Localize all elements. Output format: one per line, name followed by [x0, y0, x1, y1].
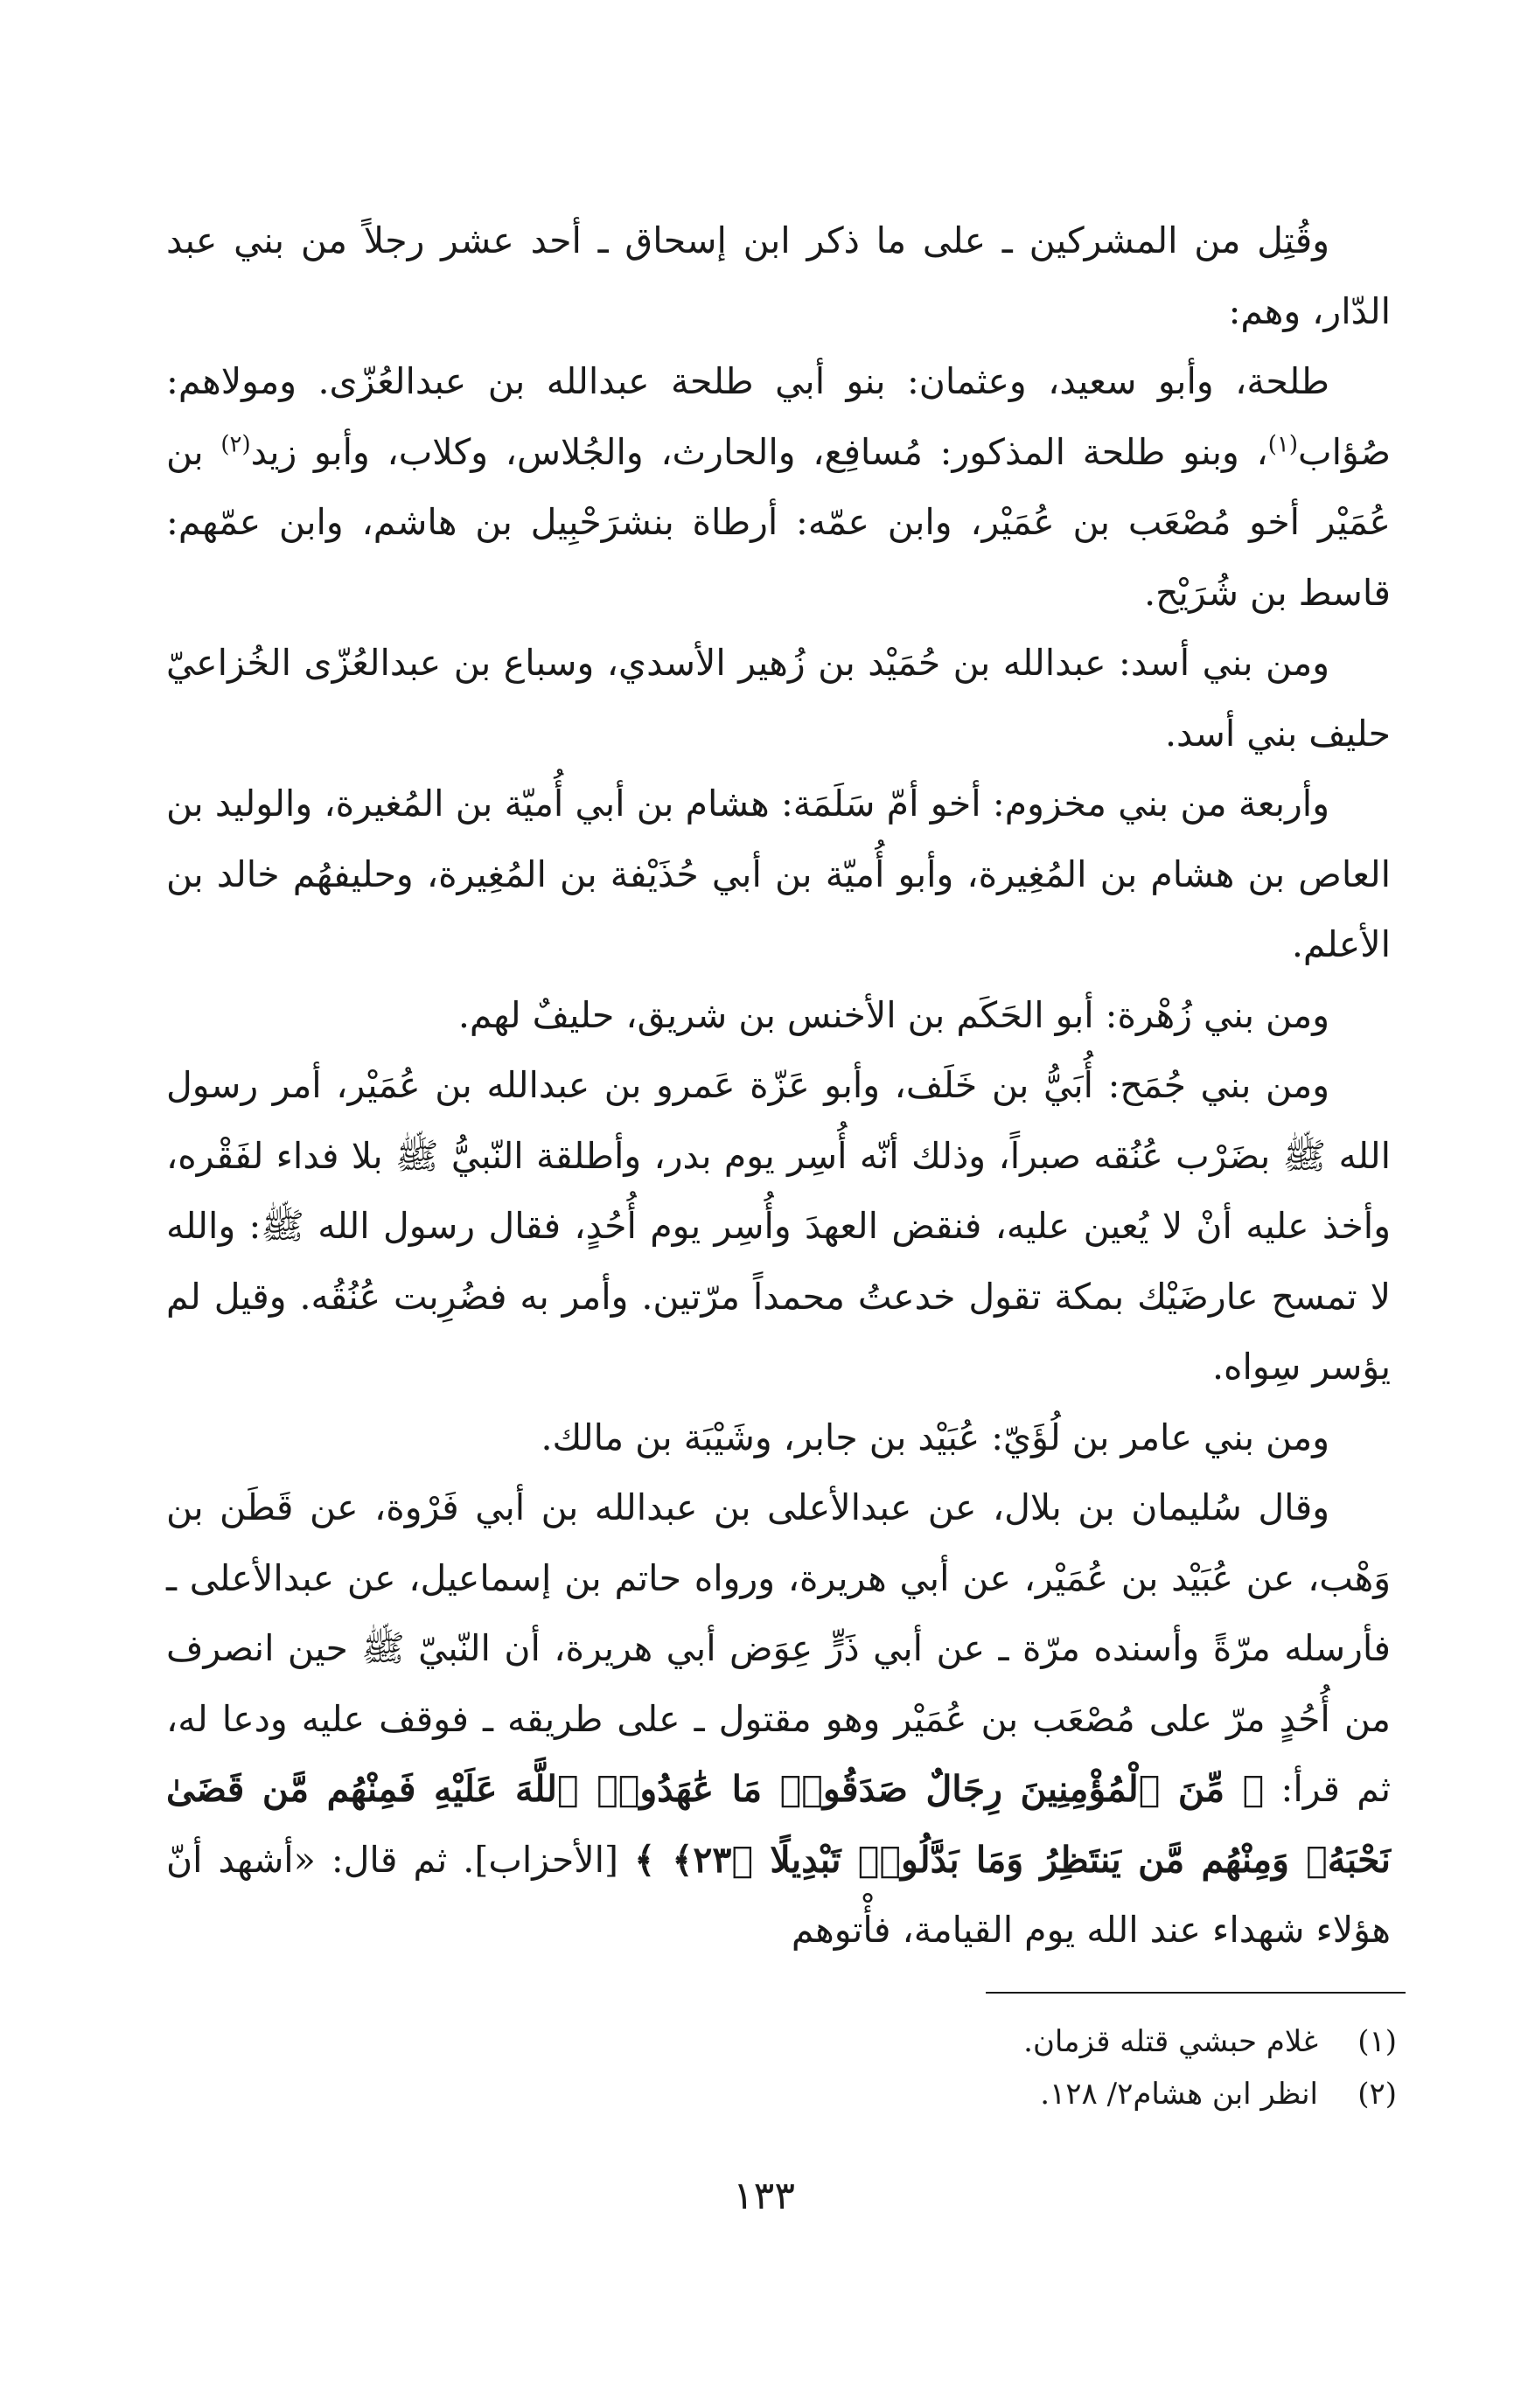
footnote-text: انظر ابن هشام٢/ ١٢٨.: [1040, 2077, 1318, 2112]
paragraph-text: ومن بني جُمَح: أُبَيُّ بن خَلَف، وأبو عَزّة عَمرو بن عبدالله بن عُمَيْر، أمر رسول الله ﷺ بضَرْب عُنُقه صبراً، وذلك أنّه أُسِر يوم بدر، وأطلقة النّبيُّ ﷺ بلا فداء لفَقْره، وأخذ عليه أنْ لا يُعين عليه، فنقض العهدَ وأُسِر يوم أُحُدٍ، فقال رسول الله ﷺ: والله لا تمسح عارضَيْك بمكة تقول خدعتُ محمداً مرّتين. وأمر به فضُرِبت عُنُقُه. وقيل لم يؤسر سِواه.: [166, 1064, 1391, 1388]
paragraph: [166, 205, 1391, 346]
paragraph: [166, 1050, 1391, 1402]
paragraph-text: ومن بني زُهْرة: أبو الحَكَم بن الأخنس بن شريق، حليفٌ لهم.: [457, 993, 1329, 1036]
paragraph-text: وأربعة من بني مخزوم: أخو أمّ سَلَمَة: هشام بن أبي أُميّة بن المُغيرة، والوليد بن العاص بن هشام بن المُغِيرة، وأبو أُميّة بن أبي حُذَيْفة بن المُغِيرة، وحليفهُم خالد بن الأعلم.: [166, 783, 1391, 965]
footnote-number: (٢): [1357, 2077, 1397, 2112]
paragraph: [166, 1402, 1391, 1473]
footnote-item: [610, 2015, 1397, 2068]
paragraph-text: طلحة، وأبو سعيد، وعثمان: بنو أبي طلحة عبدالله بن عبدالعُزّى. ومولاهم: صُؤاب: [166, 360, 1392, 473]
paragraph-text: وقال سُليمان بن بلال، عن عبدالأعلى بن عبدالله بن أبي فَرْوة، عن قَطَن بن وَهْب، عن عُبَيْد بن عُمَيْر، عن أبي هريرة، ورواه حاتم بن إسماعيل، عن عبدالأعلى ـ فأرسله مرّةً وأسنده مرّة ـ عن أبي ذَرٍّ عِوَض أبي هريرة، أن النّبيّ ﷺ حين انصرف من أُحُدٍ مرّ على مُصْعَب بن عُمَيْر وهو مقتول ـ على طريقه ـ فوقف عليه ودعا له، ثم قرأ:: [166, 1486, 1391, 1810]
paragraph-text: [الأحزاب]. ثم قال: «أشهد أنّ هؤلاء شهداء عند الله يوم القيامة، فأْتوهم: [166, 1838, 1391, 1951]
body-text: [166, 205, 1391, 1966]
footnote-reference: (١): [1267, 430, 1299, 457]
paragraph: [166, 1472, 1391, 1966]
paragraph-text: ومن بني عامر بن لُؤَيّ: عُبَيْد بن جابر، وشَيْبَة بن مالك.: [541, 1416, 1329, 1458]
page-number: ١٣٣: [733, 2174, 795, 2218]
footnotes: [610, 2015, 1397, 2120]
footnote-number: (١): [1357, 2024, 1397, 2059]
paragraph-text: وقُتِل من المشركين ـ على ما ذكر ابن إسحاق ـ أحد عشر رجلاً من بني عبد الدّار، وهم:: [166, 219, 1391, 332]
footnote-item: [610, 2068, 1397, 2120]
paragraph-text: ومن بني أسد: عبدالله بن حُمَيْد بن زُهير الأسدي، وسباع بن عبدالعُزّى الخُزاعيّ حليف بني أسد.: [166, 642, 1391, 755]
paragraph: [166, 346, 1391, 628]
paragraph: [166, 980, 1391, 1051]
paragraph: [166, 769, 1391, 980]
paragraph-text: ، وبنو طلحة المذكور: مُسافِع، والحارث، والجُلاس، وكلاب، وأبو زيد: [250, 430, 1268, 473]
paragraph-text: بن عُمَيْر أخو مُصْعَب بن عُمَيْر، وابن عمّه: أرطاة بنشرَحْبِيل بن هاشم، وابن عمّهم: قاسط بن شُرَيْح.: [166, 430, 1391, 614]
paragraph: [166, 628, 1391, 769]
footnote-text: غلام حبشي قتله قزمان.: [1023, 2024, 1318, 2059]
quran-verse: ﴿ مِّنَ ٱلْمُؤْمِنِينَ رِجَالٌ صَدَقُوا۟ مَا عَٰهَدُوا۟ ٱللَّهَ عَلَيْهِ فَمِنْهُم مَّن قَضَىٰ نَحْبَهُۥ وَمِنْهُم مَّن يَنتَظِرُ وَمَا بَدَّلُوا۟ تَبْدِيلًا ﴿٢٣﴾ ﴾: [166, 1768, 1391, 1881]
footnote-reference: (٢): [220, 430, 251, 457]
footnote-separator: [986, 1992, 1406, 1994]
